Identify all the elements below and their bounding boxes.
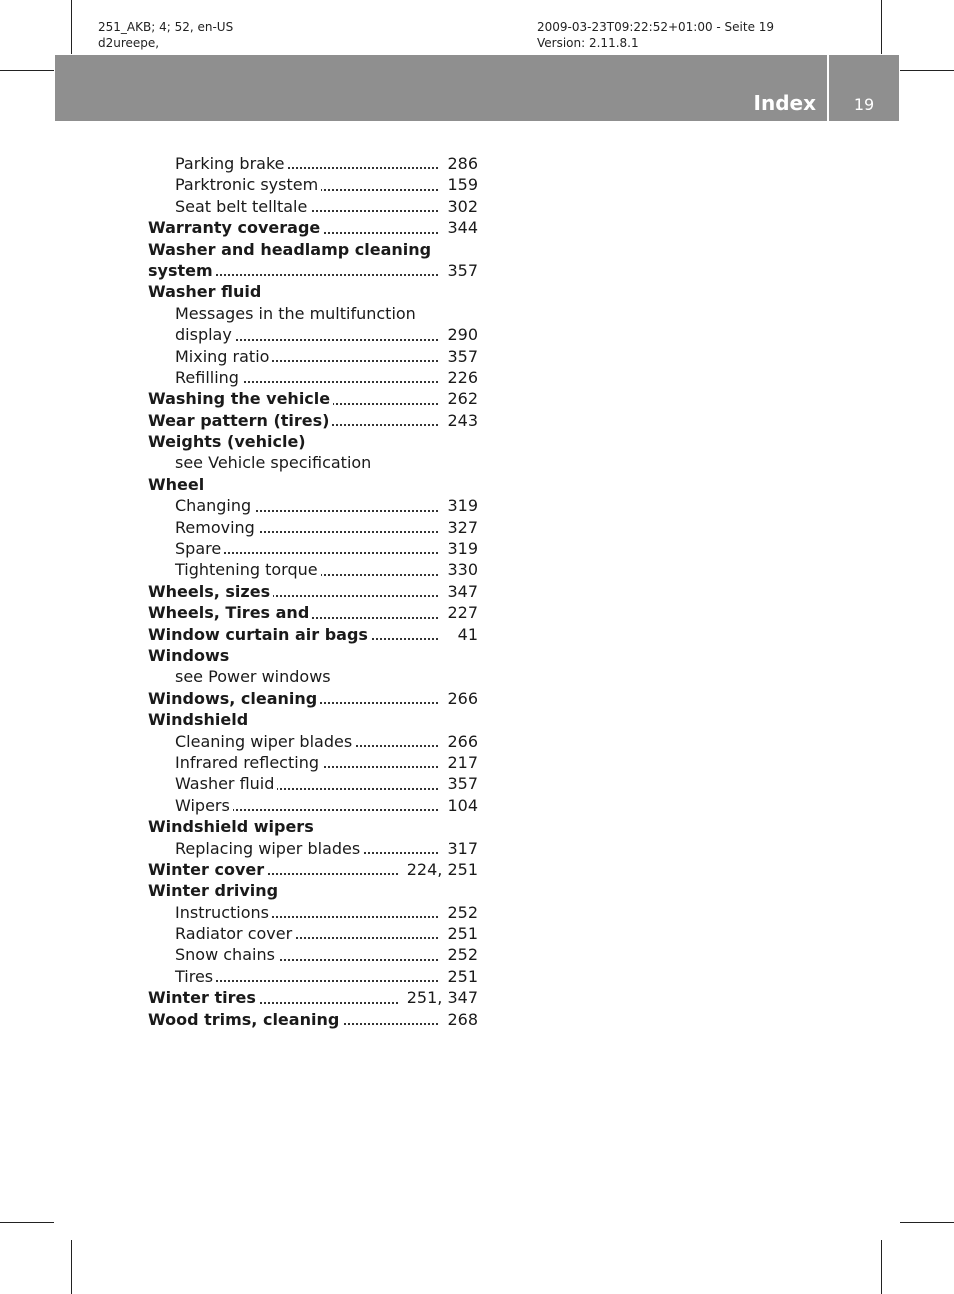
entry-page-ref[interactable]: 251	[439, 923, 478, 944]
entry-label: Windows, cleaning	[148, 689, 320, 708]
index-entry	[148, 816, 478, 837]
index-entry	[148, 217, 478, 238]
index-entry	[148, 645, 478, 666]
index-entry	[148, 410, 478, 431]
entry-label: Snow chains	[175, 945, 278, 964]
entry-label: Tires	[175, 967, 216, 986]
index-subentry	[148, 795, 478, 816]
index-subentry	[148, 666, 478, 687]
entry-label: Windshield wipers	[148, 817, 317, 836]
entry-label: Warranty coverage	[148, 218, 323, 237]
entry-label: Wood trims, cleaning	[148, 1010, 342, 1029]
entry-page-ref[interactable]: 226	[439, 367, 478, 388]
entry-label: Washer fluid	[148, 282, 264, 301]
entry-label: Weights (vehicle)	[148, 432, 309, 451]
index-subentry	[148, 944, 478, 965]
index-entry	[148, 388, 478, 409]
entry-page-ref[interactable]: 159	[439, 174, 478, 195]
print-meta-right	[537, 19, 774, 51]
entry-label: system	[148, 261, 216, 280]
index-subentry	[148, 838, 478, 859]
entry-label: Parking brake	[175, 154, 287, 173]
entry-page-ref[interactable]: 251	[439, 966, 478, 987]
entry-label: Tightening torque	[175, 560, 321, 579]
entry-page-ref[interactable]: 317	[439, 838, 478, 859]
entry-page-ref[interactable]: 319	[439, 495, 478, 516]
entry-label: Wear pattern (tires)	[148, 411, 332, 430]
entry-page-ref[interactable]: 252	[439, 944, 478, 965]
meta-version: Version: 2.11.8.1	[537, 36, 639, 50]
entry-label: Winter driving	[148, 881, 281, 900]
entry-label: Wheel	[148, 475, 207, 494]
index-subentry	[148, 517, 478, 538]
entry-label: Seat belt telltale	[175, 197, 310, 216]
entry-page-ref[interactable]: 286	[439, 153, 478, 174]
entry-label: Windows	[148, 646, 232, 665]
entry-label: Windshield	[148, 710, 251, 729]
crop-mark	[0, 1222, 54, 1223]
entry-label: see Power windows	[175, 667, 334, 686]
index-entry	[148, 688, 478, 709]
entry-page-ref[interactable]: 319	[439, 538, 478, 559]
entry-page-ref[interactable]: 344	[439, 217, 478, 238]
index-entry	[148, 859, 478, 880]
entry-label: Winter cover	[148, 860, 267, 879]
index-entry	[148, 474, 478, 495]
entry-page-ref[interactable]: 268	[439, 1009, 478, 1030]
entry-page-ref[interactable]: 224, 251	[399, 859, 478, 880]
entry-page-ref[interactable]: 357	[439, 346, 478, 367]
entry-label: Removing	[175, 518, 258, 537]
index-subentry	[148, 773, 478, 794]
entry-label: Messages in the multifunction	[175, 304, 419, 323]
meta-doc-name: d2ureepe,	[98, 36, 160, 50]
entry-label: Replacing wiper blades	[175, 839, 363, 858]
index-subentry	[148, 346, 478, 367]
entry-label: see Vehicle specification	[175, 453, 374, 472]
entry-page-ref[interactable]: 266	[439, 688, 478, 709]
entry-page-ref[interactable]: 327	[439, 517, 478, 538]
index-subentry	[148, 923, 478, 944]
entry-label: Parktronic system	[175, 175, 321, 194]
crop-mark	[900, 1222, 954, 1223]
index-entry	[148, 281, 478, 302]
crop-mark	[881, 0, 882, 54]
index-subentry	[148, 196, 478, 217]
entry-label: display	[175, 325, 235, 344]
index-entry	[148, 581, 478, 602]
index-subentry	[148, 367, 478, 388]
section-title: Index	[753, 91, 816, 115]
crop-mark	[881, 1240, 882, 1294]
entry-page-ref[interactable]: 262	[439, 388, 478, 409]
index-subentry	[148, 452, 478, 473]
index-entry	[148, 880, 478, 901]
meta-doc-id: 251_AKB; 4; 52, en-US	[98, 20, 234, 34]
entry-label: Washer and headlamp cleaning	[148, 240, 434, 259]
entry-label: Mixing ratio	[175, 347, 272, 366]
index-subentry	[148, 902, 478, 923]
entry-label: Wheels, Tires and	[148, 603, 312, 622]
page-number: 19	[853, 95, 875, 114]
entry-page-ref[interactable]: 302	[439, 196, 478, 217]
crop-mark	[0, 70, 54, 71]
crop-mark	[900, 70, 954, 71]
index-entry	[148, 431, 478, 452]
entry-label: Winter tires	[148, 988, 259, 1007]
crop-mark	[71, 0, 72, 54]
index-subentry	[148, 153, 478, 174]
index-subentry	[148, 731, 478, 752]
entry-label: Cleaning wiper blades	[175, 732, 355, 751]
entry-label: Changing	[175, 496, 254, 515]
index-entry	[148, 987, 478, 1008]
index-entry	[148, 709, 478, 730]
crop-mark	[71, 1240, 72, 1294]
index-entry	[148, 1009, 478, 1030]
entry-label: Washer fluid	[175, 774, 277, 793]
header-bar	[55, 55, 899, 121]
entry-page-ref[interactable]: 290	[439, 324, 478, 345]
entry-page-ref[interactable]: 357	[439, 260, 478, 281]
entry-page-ref[interactable]: 252	[439, 902, 478, 923]
entry-label: Wipers	[175, 796, 233, 815]
entry-label: Infrared reflecting	[175, 753, 322, 772]
entry-label: Instructions	[175, 903, 272, 922]
index-entry	[148, 260, 478, 281]
entry-page-ref[interactable]: 357	[439, 773, 478, 794]
entry-label: Spare	[175, 539, 224, 558]
meta-timestamp: 2009-03-23T09:22:52+01:00 - Seite 19	[537, 20, 775, 34]
print-meta-left	[98, 19, 233, 51]
index-entry	[148, 602, 478, 623]
index-subentry	[148, 966, 478, 987]
index-entry	[148, 239, 478, 260]
entry-page-ref[interactable]: 104	[439, 795, 478, 816]
entry-label: Refilling	[175, 368, 242, 387]
entry-page-ref[interactable]: 41	[450, 624, 478, 645]
entry-page-ref[interactable]: 347	[439, 581, 478, 602]
entry-page-ref[interactable]: 251, 347	[399, 987, 478, 1008]
index-subentry	[148, 538, 478, 559]
index-subentry	[148, 303, 478, 324]
index-list	[148, 153, 478, 1030]
entry-page-ref[interactable]: 227	[439, 602, 478, 623]
entry-page-ref[interactable]: 217	[439, 752, 478, 773]
entry-page-ref[interactable]: 266	[439, 731, 478, 752]
entry-label: Window curtain air bags	[148, 625, 371, 644]
index-subentry	[148, 174, 478, 195]
entry-page-ref[interactable]: 243	[439, 410, 478, 431]
index-subentry	[148, 324, 478, 345]
index-subentry	[148, 752, 478, 773]
entry-page-ref[interactable]: 330	[439, 559, 478, 580]
entry-label: Wheels, sizes	[148, 582, 273, 601]
index-subentry	[148, 495, 478, 516]
entry-label: Radiator cover	[175, 924, 295, 943]
index-entry	[148, 624, 478, 645]
index-subentry	[148, 559, 478, 580]
entry-label: Washing the vehicle	[148, 389, 333, 408]
